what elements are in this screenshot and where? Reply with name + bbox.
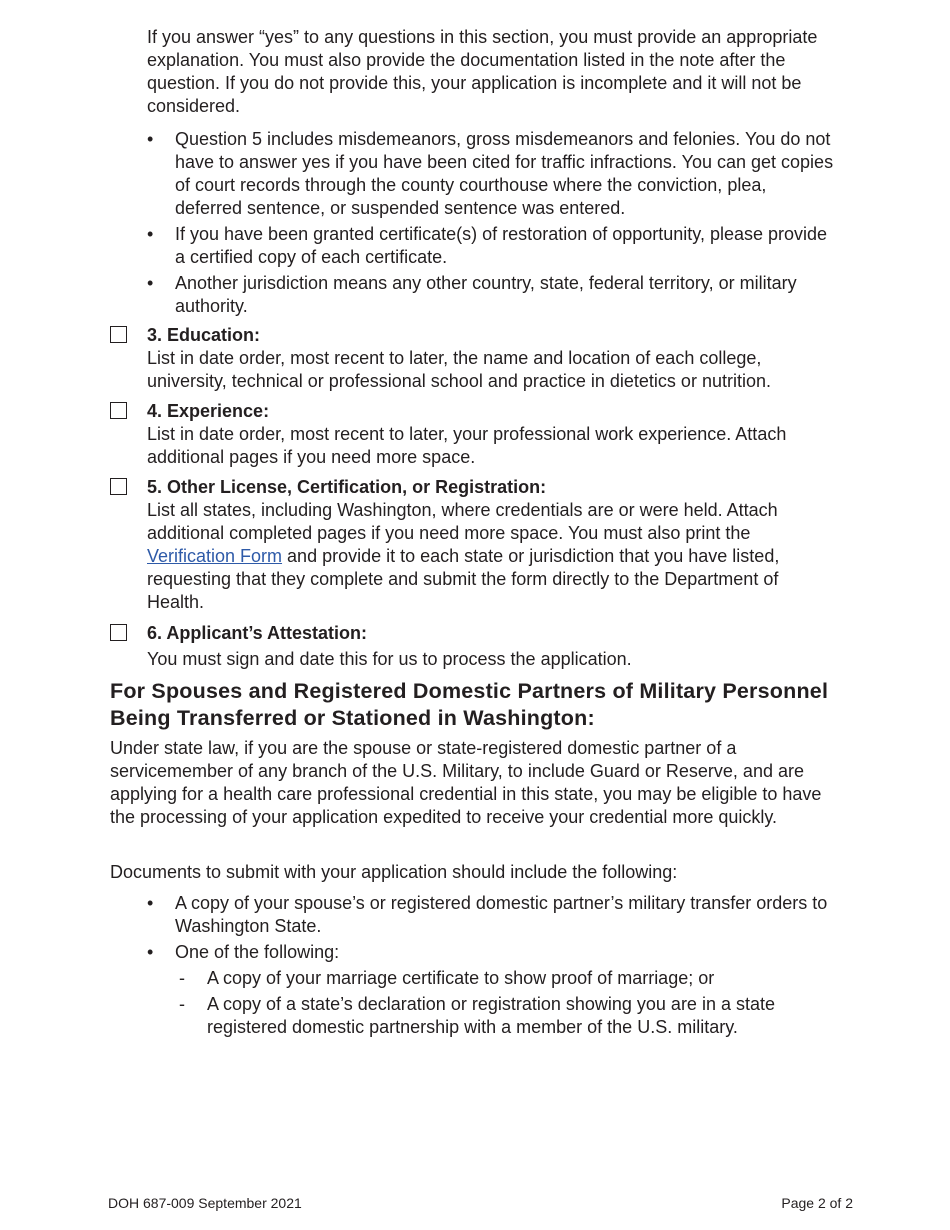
education-heading: 3. Education: <box>147 325 261 345</box>
checklist-item-experience <box>110 400 840 469</box>
sub-documents-list <box>175 967 837 1039</box>
list-item <box>175 993 837 1039</box>
document-text: One of the following: <box>175 942 340 962</box>
sub-document-text: A copy of a state’s declaration or registration showing you are in a state registered domestic partnership with a member of the U.S. military. <box>207 994 775 1037</box>
other-license-text-before: List all states, including Washington, where credentials are or were held. Attach additional completed pages if you need more space. You must also print the <box>147 500 778 543</box>
bullet-icon: • <box>147 273 154 293</box>
attestation-heading: 6. Applicant’s Attestation: <box>147 623 368 643</box>
checklist-item-other-license <box>110 476 840 614</box>
bullet-icon: • <box>147 224 154 244</box>
other-license-checkbox[interactable] <box>110 478 127 495</box>
checklist-item-education <box>110 324 840 393</box>
dash-icon: - <box>179 994 185 1014</box>
other-license-text-after: and provide it to each state or jurisdiction that you have listed, requesting that they complete and submit the form directly to the Department of Health. <box>147 546 780 612</box>
experience-heading: 4. Experience: <box>147 401 270 421</box>
note-text: Question 5 includes misdemeanors, gross misdemeanors and felonies. You do not have to answer yes if you have been cited for traffic infractions. You can get copies of court records through the county courthouse where the conviction, plea, deferred sentence, or suspended sentence was entered. <box>175 129 834 218</box>
bullet-icon: • <box>147 129 154 149</box>
question-notes-list <box>147 128 837 321</box>
footer-page-number: Page 2 of 2 <box>781 1195 853 1211</box>
military-paragraph: Under state law, if you are the spouse or state-registered domestic partner of a servicemember of any branch of the U.S. Military, to include Guard or Reserve, and are applying for a health care professional credential in this state, you may be eligible to have the processing of your application expedited to receive your credential more quickly. <box>110 738 822 827</box>
experience-checkbox[interactable] <box>110 402 127 419</box>
document-text: A copy of your spouse’s or registered domestic partner’s military transfer orders to Washington State. <box>175 893 828 936</box>
intro-paragraph: If you answer “yes” to any questions in this section, you must provide an appropriate explanation. You must also provide the documentation listed in the note after the question. If you do not provide this, your application is incomplete and it will not be considered. <box>147 27 818 116</box>
list-item <box>147 128 837 220</box>
documents-intro: Documents to submit with your application should include the following: <box>110 862 678 882</box>
bullet-icon: • <box>147 893 154 913</box>
list-item <box>147 272 837 318</box>
verification-form-link[interactable]: Verification Form <box>147 546 283 566</box>
experience-text: List in date order, most recent to later, your professional work experience. Attach additional pages if you need more space. <box>147 424 787 467</box>
note-text: Another jurisdiction means any other country, state, federal territory, or military authority. <box>175 273 797 316</box>
footer-form-id: DOH 687-009 September 2021 <box>108 1195 302 1211</box>
note-text: If you have been granted certificate(s) of restoration of opportunity, please provide a certified copy of each certificate. <box>175 224 828 267</box>
other-license-heading: 5. Other License, Certification, or Registration: <box>147 477 547 497</box>
bullet-icon: • <box>147 942 154 962</box>
list-item <box>147 892 837 938</box>
sub-document-text: A copy of your marriage certificate to show proof of marriage; or <box>207 968 715 988</box>
documents-list <box>147 892 837 1042</box>
checklist-item-attestation <box>110 622 840 671</box>
list-item <box>175 967 837 990</box>
attestation-checkbox[interactable] <box>110 624 127 641</box>
attestation-text: You must sign and date this for us to process the application. <box>147 649 632 669</box>
education-text: List in date order, most recent to later, the name and location of each college, university, technical or professional school and practice in dietetics or nutrition. <box>147 348 771 391</box>
list-item <box>147 941 837 1039</box>
other-license-text <box>147 499 840 614</box>
education-checkbox[interactable] <box>110 326 127 343</box>
list-item <box>147 223 837 269</box>
military-section-heading: For Spouses and Registered Domestic Partners of Military Personnel Being Transferred or Stationed in Washington: <box>110 679 829 730</box>
dash-icon: - <box>179 968 185 988</box>
